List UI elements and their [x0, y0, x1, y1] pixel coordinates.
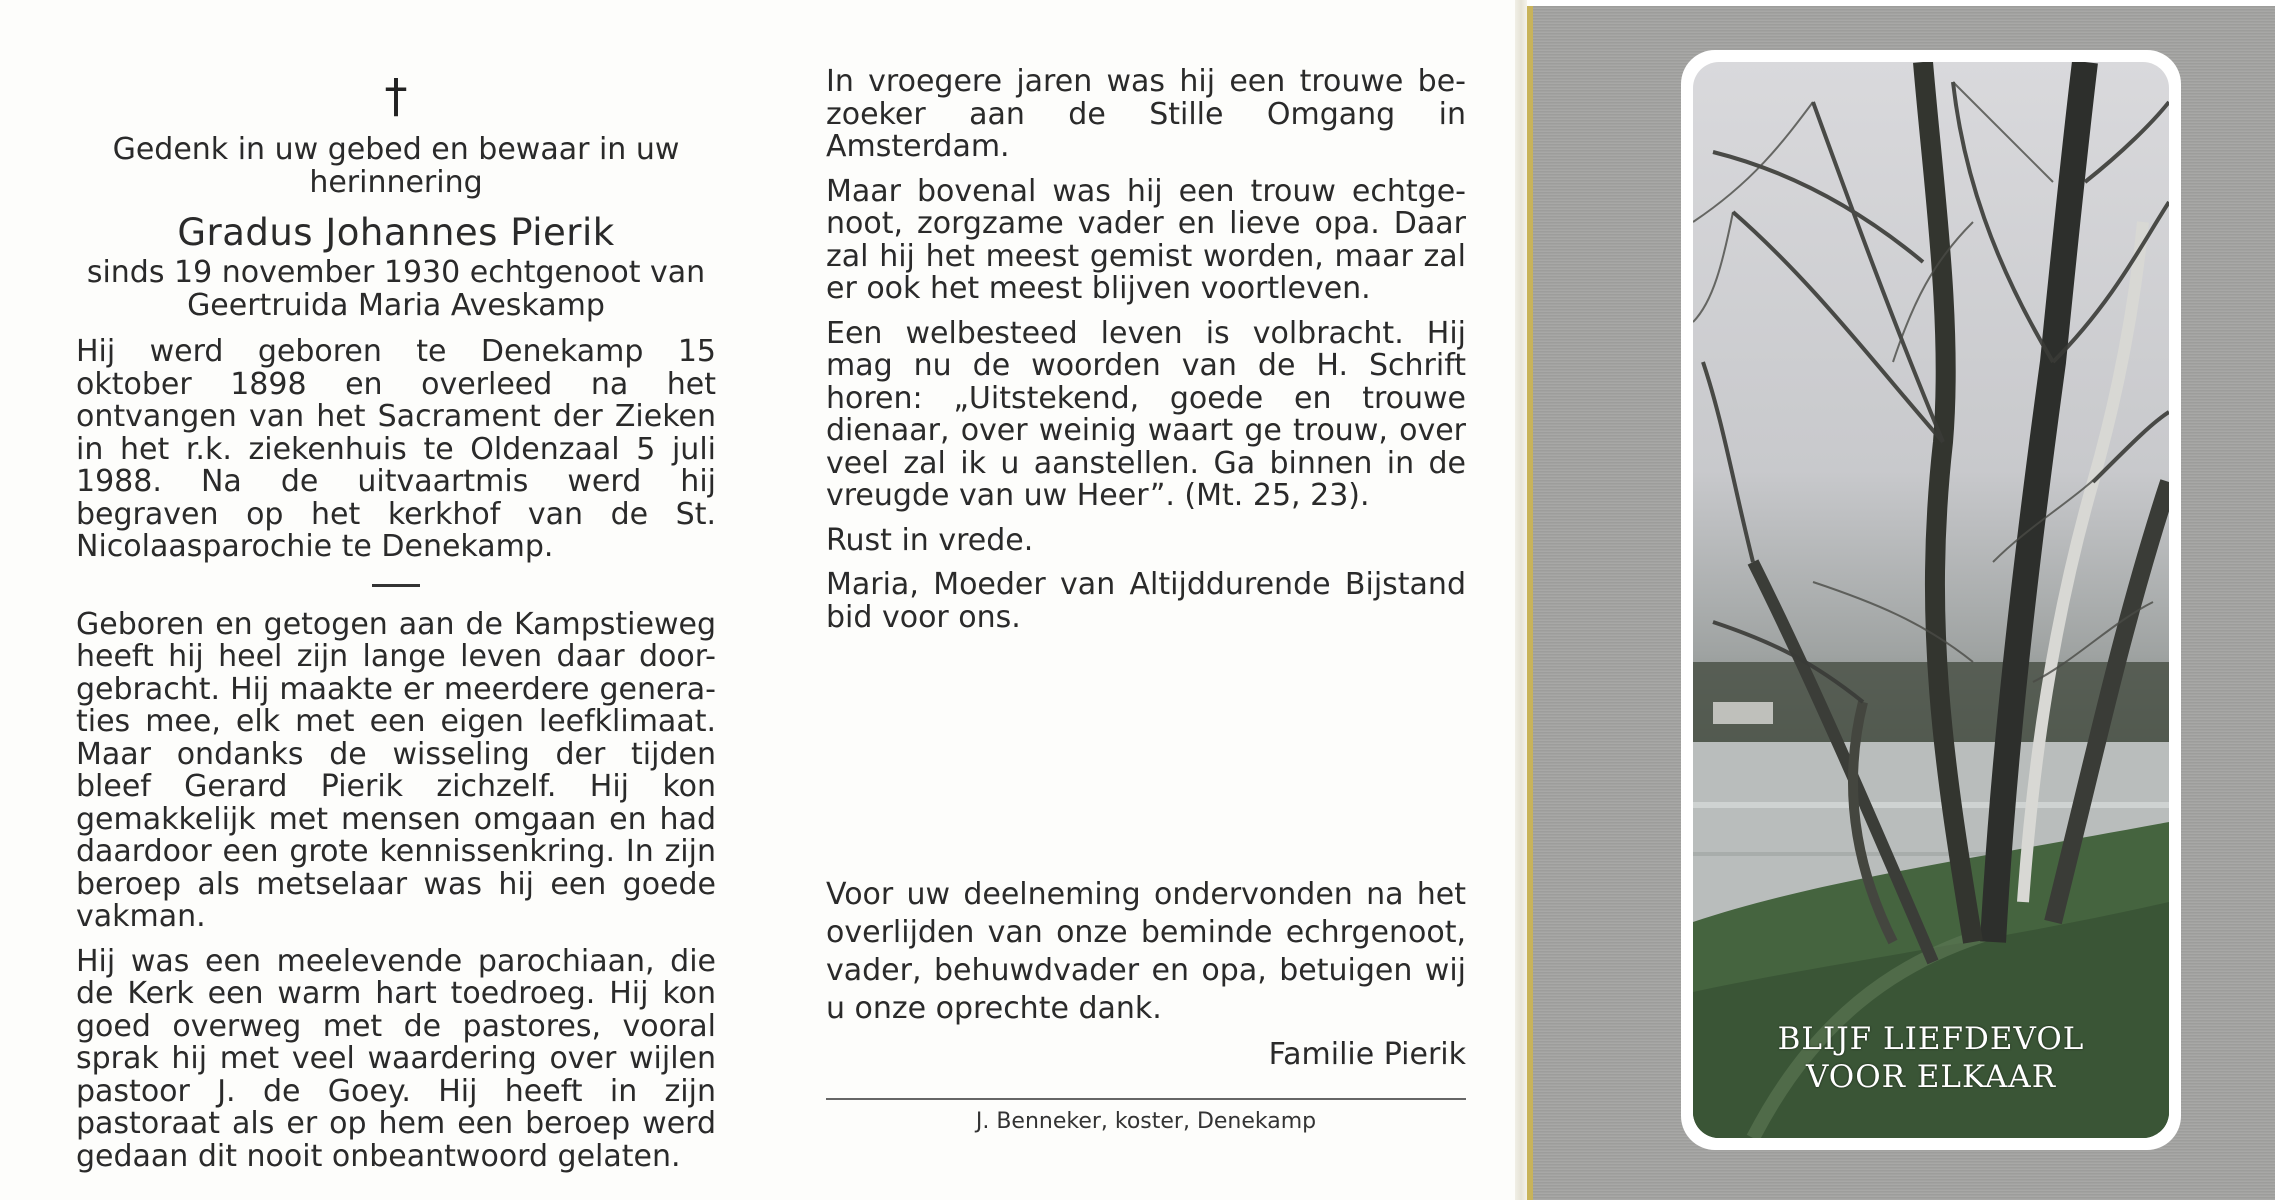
card-fold — [1515, 0, 1527, 1200]
biography-text: Hij werd geboren te Denekamp 15 oktober 1898 en overleed na het ontvangen van het Sacrament der Zieken in het r.k. ziekenhuis te Oldenzaal 5 juli 1988. Na de uitvaartmis werd hij begraven op het kerkhof van de St. Nicolaasparochie te Denekamp. — [76, 334, 716, 564]
cover-motto — [1693, 1020, 2169, 1096]
middle-panel — [826, 66, 1466, 646]
deceased-name: Gradus Johannes Pierik — [177, 211, 615, 254]
thanks-line: overlijden van onze beminde echrgenoot, — [826, 915, 1466, 950]
thanks-line: vader, behuwdvader en opa, betuigen wij — [826, 953, 1466, 988]
tree-river-illustration — [1693, 62, 2169, 1138]
rest-in-peace-text: Rust in vrede. — [826, 522, 1034, 558]
life-paragraph-2: Hij was een meelevende parochiaan, die de Kerk een warm hart toedroeg. Hij kon goed overweg met de pastores, vooral sprak hij met veel waardering over wijlen pastoor J. de Goey. Hij heeft in zijn pastoraat als er op hem een beroep werd gedaan dit nooit onbeantwoord gelaten. — [76, 943, 716, 1174]
printer-divider — [826, 1098, 1466, 1100]
printer-credit: J. Benneker, koster, Denekamp — [975, 1109, 1317, 1134]
thanks-line: u onze oprechte dank. — [826, 991, 1162, 1026]
life-paragraph-1: Geboren en getogen aan de Kampstieweg heeft hij heel zijn lange leven daar door-gebracht. Hij maakte er meerdere genera-ties mee, elk met een eigen leefklimaat. Maar ondanks de wisseling der tijden bleef Gerard Pierik zichzelf. Hij kon gemakkelijk met mensen omgaan en had daardoor een grote kennissenkring. In zijn beroep als metselaar was hij een goede vakman. — [76, 606, 716, 934]
spouse-line-2: Geertruida Maria Aveskamp — [187, 287, 605, 323]
section-divider — [372, 584, 420, 587]
motto-line-2: VOOR ELKAAR — [1805, 1059, 2057, 1095]
middle-paragraph-2: Maar bovenal was hij een trouw echtge-noot, zorgzame vader en lieve opa. Daar zal hij het meest gemist worden, maar zal er ook het meest blijven voortleven. — [826, 173, 1466, 306]
landscape-photo — [1693, 62, 2169, 1138]
scripture-paragraph: Een welbesteed leven is volbracht. Hij mag nu de woorden van de H. Schrift horen: „Uitstekend, goede en trouwe dienaar, over weinig waart ge trouw, over veel zal ik u aanstellen. Ga binnen in de vreugde van uw Heer”. (Mt. 25, 23). — [826, 315, 1466, 513]
card-cover — [1527, 6, 2275, 1200]
photo-frame — [1681, 50, 2181, 1150]
thanks-line: Voor uw deelneming ondervonden na het — [826, 877, 1466, 912]
motto-line-1: BLIJF LIEFDEVOL — [1777, 1021, 2085, 1057]
intro-text: Gedenk in uw gebed en bewaar in uw herinnering — [112, 132, 680, 200]
left-panel — [76, 60, 716, 1185]
middle-paragraph-1: In vroegere jaren was hij een trouwe be-zoeker aan de Stille Omgang in Amsterdam. — [826, 64, 1466, 164]
prayer-text: Maria, Moeder van Altijddurende Bijstand bid voor ons. — [826, 567, 1466, 635]
spouse-line-1: sinds 19 november 1930 echtgenoot van — [86, 255, 706, 290]
thanks-block — [826, 876, 1466, 1074]
family-signature: Familie Pierik — [1268, 1037, 1466, 1072]
cross-icon: † — [384, 69, 408, 123]
